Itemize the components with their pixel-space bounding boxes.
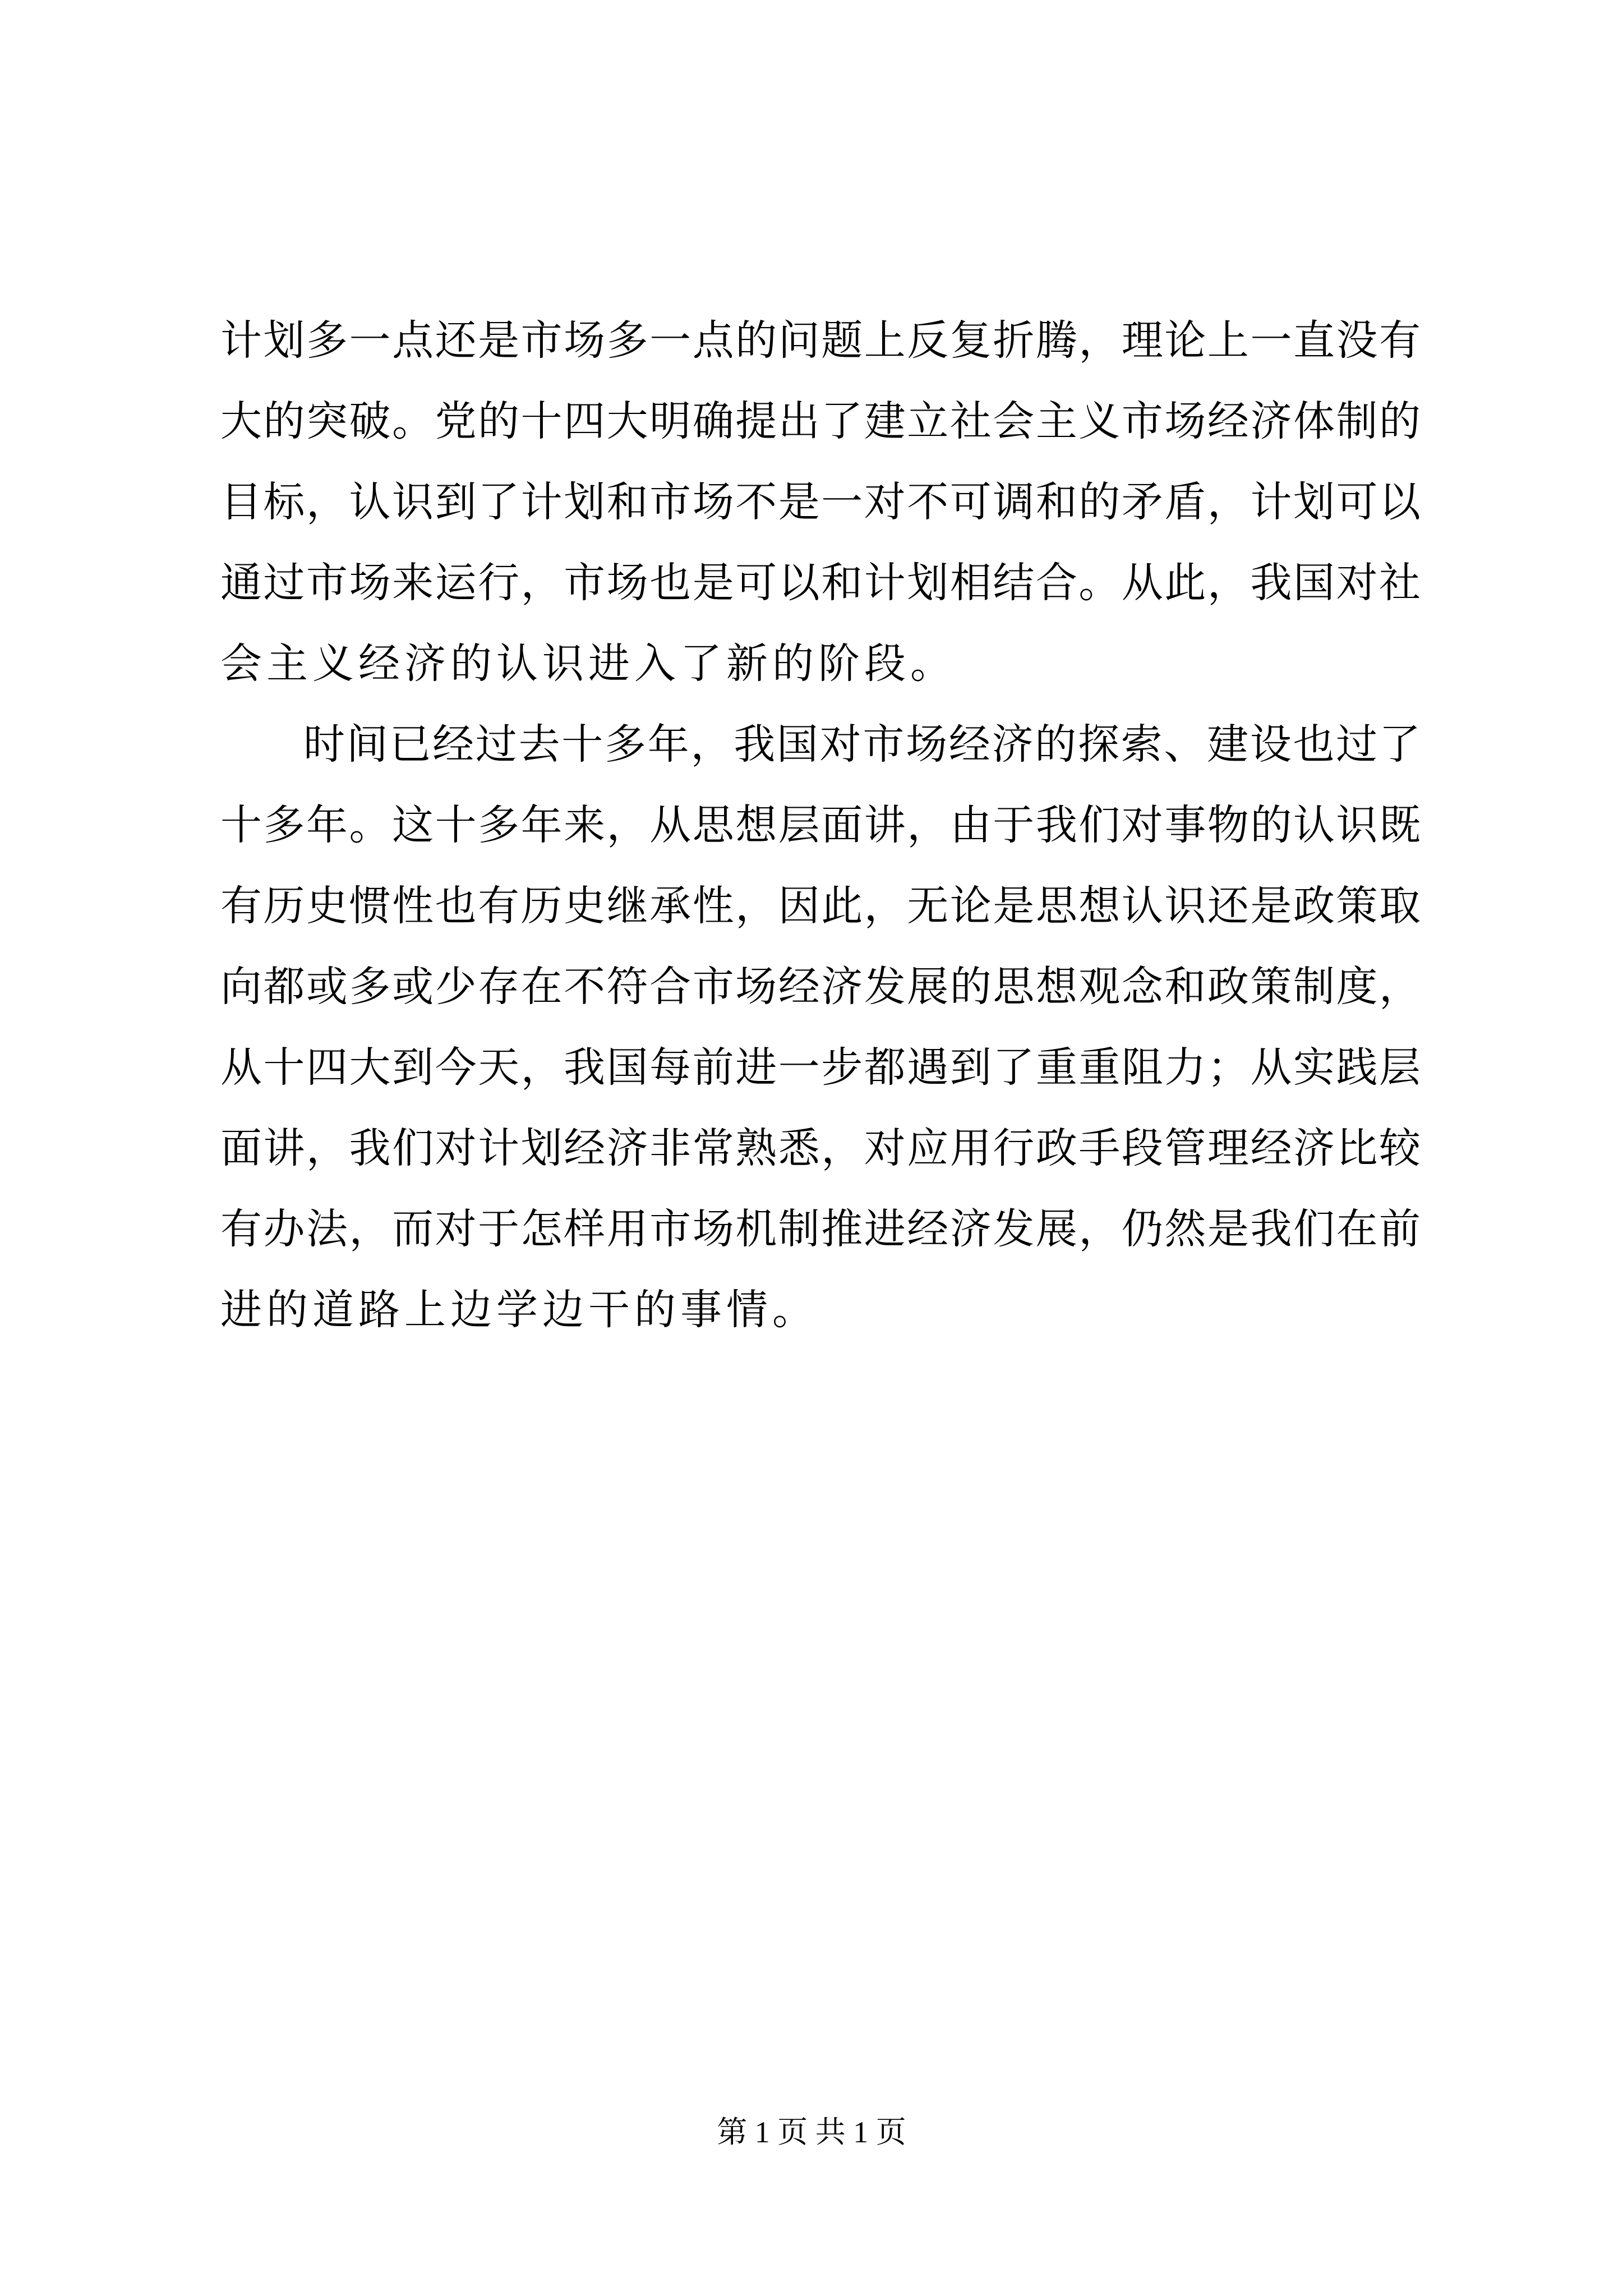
page-number-label: 第 1 页 共 1 页: [717, 2115, 906, 2149]
text-line: 目标，认识到了计划和市场不是一对不可调和的矛盾，计划可以: [220, 478, 1421, 526]
text-line: 通过市场来运行，市场也是可以和计划相结合。从此，我国对社: [220, 559, 1421, 607]
text-line: 时间已经过去十多年，我国对市场经济的探索、建设也过了: [303, 720, 1421, 769]
paragraph: [220, 704, 1421, 1350]
text-line: 向都或多或少存在不符合市场经济发展的思想观念和政策制度，: [220, 963, 1421, 1011]
paragraph: [220, 300, 1421, 704]
text-line: 进的道路上边学边干的事情。: [220, 1286, 818, 1334]
text-line: 会主义经济的认识进入了新的阶段。: [220, 639, 956, 688]
text-line: 从十四大到今天，我国每前进一步都遇到了重重阻力；从实践层: [220, 1043, 1421, 1092]
text-line: 有历史惯性也有历史继承性，因此，无论是思想认识还是政策取: [220, 882, 1421, 930]
text-line: 计划多一点还是市场多一点的问题上反复折腾，理论上一直没有: [220, 316, 1421, 365]
text-line: 大的突破。党的十四大明确提出了建立社会主义市场经济体制的: [220, 397, 1421, 445]
text-line: 面讲，我们对计划经济非常熟悉，对应用行政手段管理经济比较: [220, 1124, 1421, 1172]
text-line: 十多年。这十多年来，从思想层面讲，由于我们对事物的认识既: [220, 801, 1421, 849]
text-line: 有办法，而对于怎样用市场机制推进经济发展，仍然是我们在前: [220, 1205, 1421, 1253]
page-footer: [0, 2113, 1623, 2152]
document-body: [220, 300, 1421, 1350]
